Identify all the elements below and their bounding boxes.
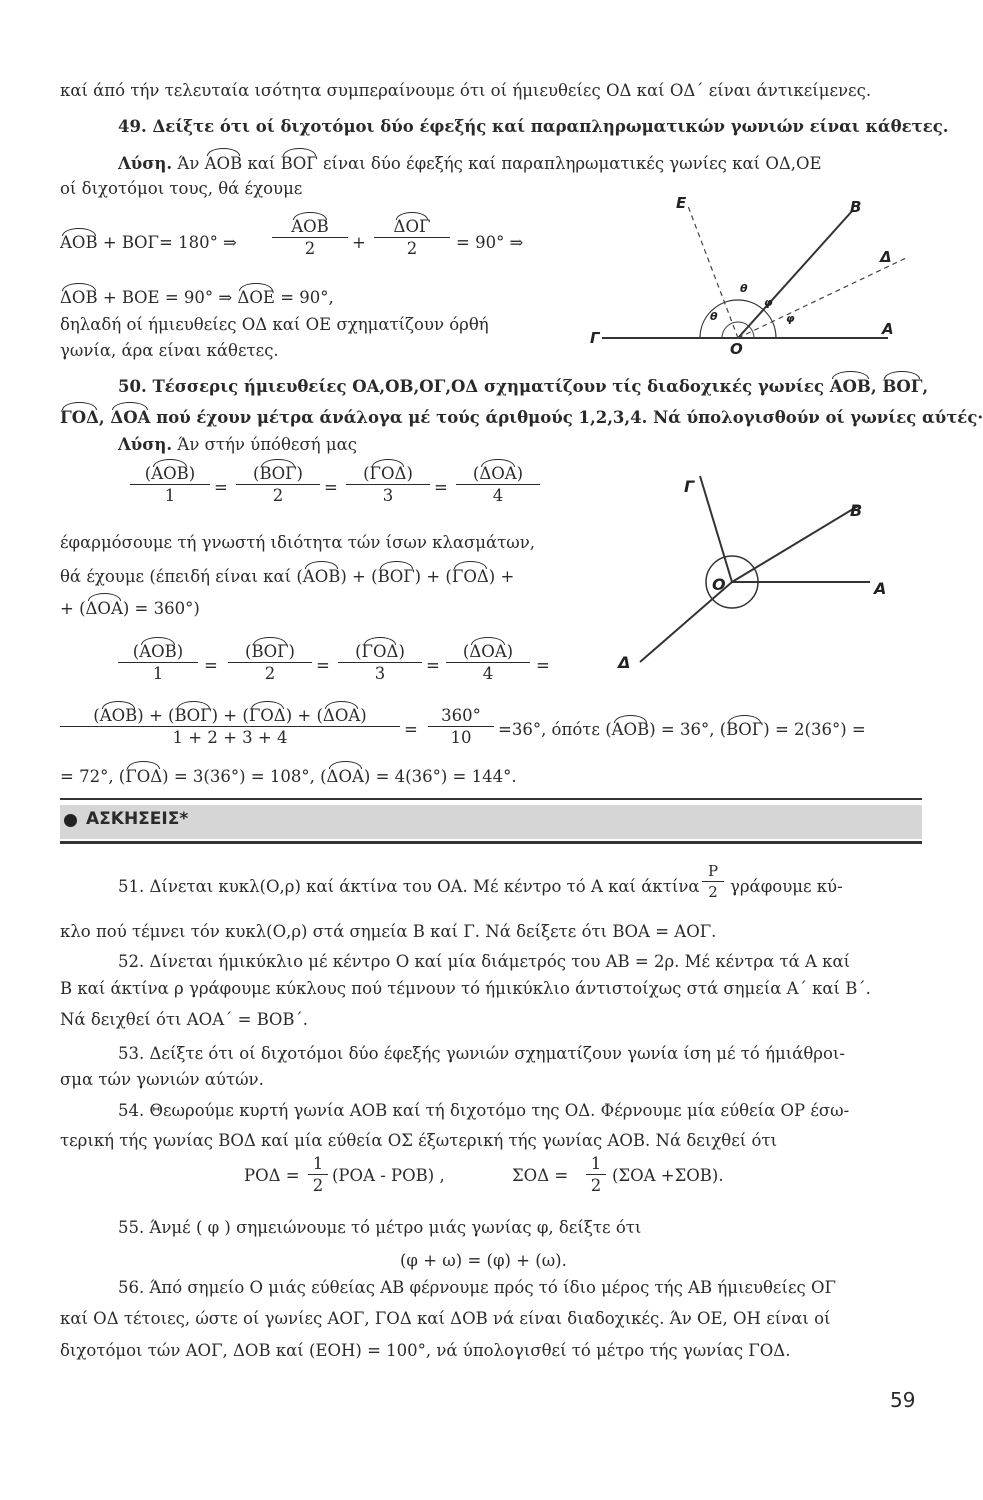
fraction: (ΑΟΒ) 1 (118, 642, 198, 683)
fraction: (ΓΟΔ) 3 (346, 464, 430, 505)
fraction: (ΑΟΒ) 1 (130, 464, 210, 505)
exercise-54: 54. Θεωρούμε κυρτή γωνία ΑΟΒ καί τή διχοτόμο της ΟΔ. Φέρνουμε μία εύθεία ΟΡ έσω- (118, 1101, 850, 1120)
figure-2-diagram (612, 466, 912, 676)
fraction: $\frac{360^\circ}{10}$ (428, 706, 494, 747)
band (60, 805, 922, 839)
exercise-56: 56. Άπό σημείο Ο μιάς εύθείας ΑΒ φέρνουμε πρός τό ίδιο μέρος τής ΑΒ ήμιευθείες ΟΓ (118, 1278, 836, 1297)
label-E: Ε (676, 194, 687, 212)
problem-50-title-cont: ΓΟΔ, ΔΟΑ πού έχουν μέτρα άνάλογα μέ τούς άριθμούς 1,2,3,4. Νά ύπολογισθούν οί γωνίες αύτές· (60, 408, 983, 427)
exercise-52: 52. Δίνεται ήμικύκλιο μέ κέντρο Ο καί μία διάμετρός του ΑΒ = 2ρ. Μέ κέντρα τά Α καί (118, 952, 851, 971)
page-number: 59 (890, 1388, 916, 1412)
fraction: (ΒΟΓ) 2 (236, 464, 320, 505)
label-theta: θ (710, 310, 718, 323)
fraction: (ΔΟΑ) 4 (446, 642, 530, 683)
text-line: γωνία, άρα είναι κάθετες. (60, 341, 279, 360)
text-line: δηλαδή οί ήμιευθείες ΟΔ καί ΟΕ σχηματίζουν όρθή (60, 315, 489, 334)
fraction: ΔΟΓ 2 (374, 217, 450, 258)
banner-title: ΑΣΚΗΣΕΙΣ* (86, 809, 189, 829)
exercise-55: 55. Άνμέ ( φ ) σημειώνουμε τό μέτρο μιάς γωνίας φ, δείξτε ότι (118, 1218, 642, 1237)
sum-fraction: (ΑΟΒ) + (ΒΟΓ) + (ΓΟΔ) + (ΔΟΑ) 1 + 2 + 3 + 4 (60, 706, 400, 747)
label-D: Δ (880, 248, 892, 266)
equation-1: ΑΟΒ + ΒΟΓ= 180° ⇒ (60, 233, 237, 252)
label-D: Δ (618, 653, 631, 672)
fraction: (ΔΟΑ) 4 (456, 464, 540, 505)
problem-49-solution-line: Λύση. Άν ΑΟΒ καί ΒΟΓ είναι δύο έφεξής καί παραπληρωματικές γωνίες καί ΟΔ,ΟΕ (118, 154, 822, 173)
text-line: Β καί άκτίνα ρ γράφουμε κύκλους πού τέμνουν τό ήμικύκλιο άντιστοίχως στά σημεία Α΄ καί Β΄. (60, 979, 871, 998)
equation: (ΣΟΑ +ΣΟΒ). (612, 1166, 724, 1185)
equation-2: ΔΟΒ + ΒΟΕ = 90° ⇒ ΔΟΕ = 90°, (60, 288, 334, 307)
label-O: Ο (730, 340, 743, 358)
text-line: θά έχουμε (έπειδή είναι καί (ΑΟΒ) + (ΒΟΓ) + (ΓΟΔ) + (60, 567, 515, 586)
text-line: γράφουμε κύ- (730, 877, 843, 896)
equation: (ΡΟΑ - ΡΟΒ) , (332, 1166, 445, 1185)
equals: = (324, 478, 338, 497)
text-line: διχοτόμοι τών ΑΟΓ, ΔΟΒ καί (ΕΟΗ) = 100°, νά ύπολογισθεί τό μέτρο τής γωνίας ΓΟΔ. (60, 1341, 791, 1360)
text-line: οί διχοτόμοι τους, θά έχουμε (60, 179, 303, 198)
rule (60, 841, 922, 844)
equals: = (316, 656, 330, 675)
rule (60, 798, 922, 800)
exercise-53: 53. Δείξτε ότι οί διχοτόμοι δύο έφεξής γωνιών σχηματίζουν γωνία ίση μέ τό ήμιάθροι- (118, 1044, 845, 1063)
problem-50-title: 50. Τέσσερις ήμιευθείες ΟΑ,ΟΒ,ΟΓ,ΟΔ σχηματίζουν τίς διαδοχικές γωνίες ΑΟΒ, ΒΟΓ, (118, 377, 929, 396)
text-line: καί άπό τήν τελευταία ισότητα συμπεραίνουμε ότι οί ήμιευθείες ΟΔ καί ΟΔ΄ είναι άντικείμενες. (60, 81, 872, 100)
fraction: ΑΟΒ 2 (272, 217, 348, 258)
fraction: $\frac{P}{2}$ (702, 862, 724, 901)
bullet-icon (64, 814, 77, 827)
text-line: κλο πού τέμνει τόν κυκλ(Ο,ρ) στά σημεία Β καί Γ. Νά δείξετε ότι ΒΟΑ = ΑΟΓ. (60, 922, 717, 941)
equation-1-end: = 90° ⇒ (456, 233, 524, 252)
equation: ΡΟΔ = (244, 1166, 300, 1185)
label-B: Β (850, 501, 863, 520)
text-line: έφαρμόσουμε τή γνωστή ιδιότητα τών ίσων κλασμάτων, (60, 533, 536, 552)
problem-50-solution: Λύση. Άν στήν ύπόθεσή μας (118, 435, 357, 454)
result-line: =36°, όπότε (ΑΟΒ) = 36°, (ΒΟΓ) = 2(36°) = (498, 720, 866, 739)
equals: = (536, 656, 550, 675)
label-phi: φ (786, 312, 795, 325)
exercises-banner (60, 798, 922, 848)
equals: = (404, 720, 418, 739)
label-A: Α (874, 579, 887, 598)
equals: = (434, 478, 448, 497)
equals: = (204, 656, 218, 675)
text-line: + (ΔΟΑ) = 360°) (60, 599, 200, 618)
equals: = (214, 478, 228, 497)
label-theta: θ (740, 282, 748, 295)
result-line: = 72°, (ΓΟΔ) = 3(36°) = 108°, (ΔΟΑ) = 4(36°) = 144°. (60, 767, 517, 786)
text-line: τερική τής γωνίας ΒΟΔ καί μία εύθεία ΟΣ έξωτερική τής γωνίας ΑΟΒ. Νά δειχθεί ότι (60, 1131, 778, 1150)
label-A: Α (882, 320, 894, 338)
equals: = (426, 656, 440, 675)
text-line: καί ΟΔ τέτοιες, ώστε οί γωνίες ΑΟΓ, ΓΟΔ καί ΔΟΒ νά είναι διαδοχικές. Άν ΟΕ, ΟΗ είναι οί (60, 1309, 831, 1328)
fraction: $\frac{1}{2}$ (586, 1154, 606, 1195)
problem-49-title: 49. Δείξτε ότι οί διχοτόμοι δύο έφεξής καί παραπληρωματικών γωνιών είναι κάθετες. (118, 117, 949, 136)
text-line: σμα τών γωνιών αύτών. (60, 1070, 264, 1089)
fraction: (ΓΟΔ) 3 (338, 642, 422, 683)
label-G: Γ (590, 329, 600, 347)
equation: (φ + ω) = (φ) + (ω). (400, 1251, 567, 1270)
figure-1-diagram (588, 188, 918, 358)
fraction: $\frac{1}{2}$ (308, 1154, 328, 1195)
equation: ΣΟΔ = (512, 1166, 569, 1185)
text-line: Νά δειχθεί ότι ΑΟΑ΄ = ΒΟΒ΄. (60, 1010, 308, 1029)
label-O: Ο (712, 575, 726, 594)
exercise-51: 51. Δίνεται κυκλ(Ο,ρ) καί άκτίνα του ΟΑ. Μέ κέντρο τό Α καί άκτίνα (118, 877, 700, 896)
label-phi: φ (764, 296, 773, 309)
label-B: Β (850, 198, 862, 216)
label-G: Γ (684, 477, 695, 496)
plus: + (352, 233, 366, 252)
fraction: (ΒΟΓ) 2 (228, 642, 312, 683)
